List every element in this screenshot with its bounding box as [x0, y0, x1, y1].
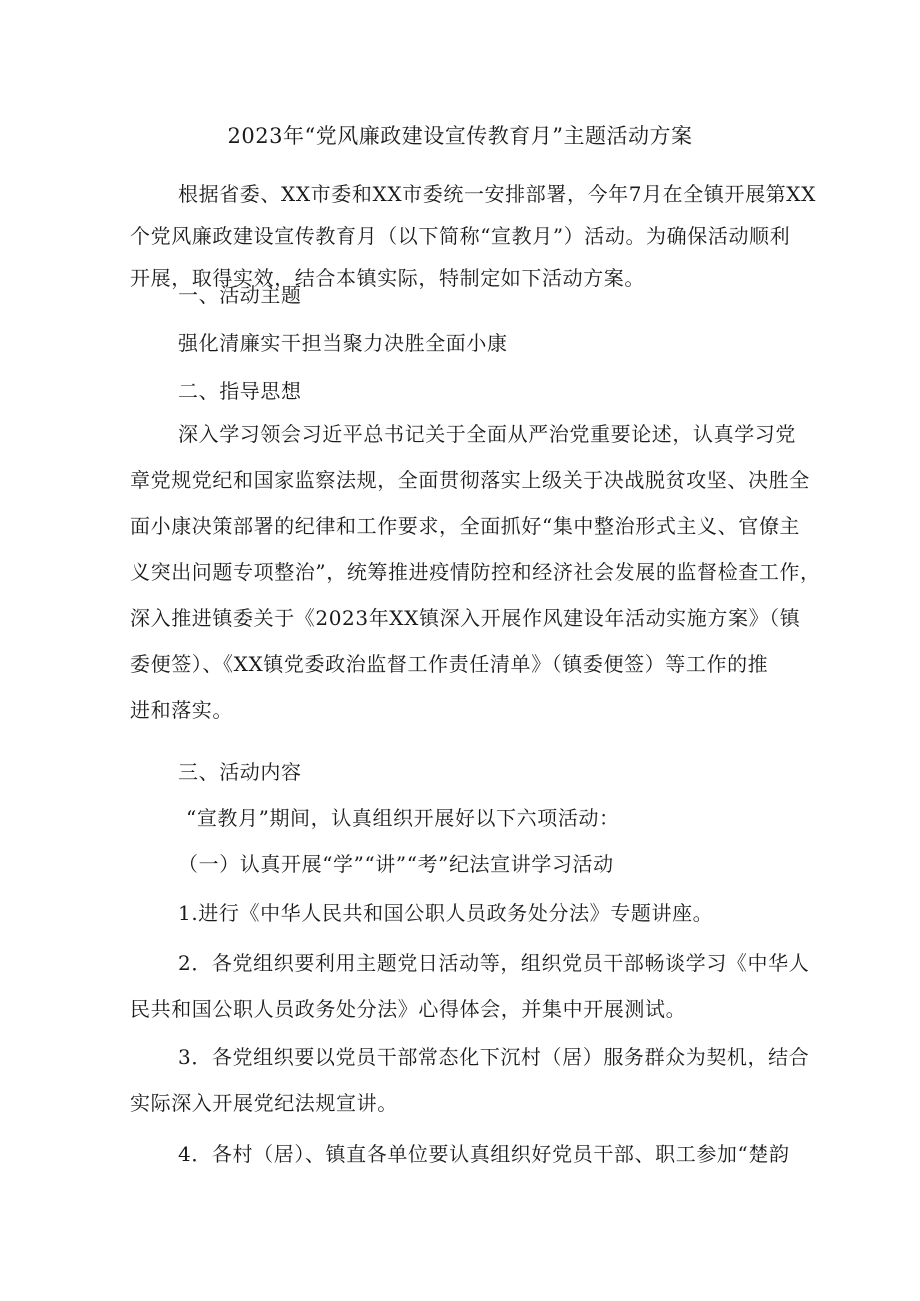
paragraph-line: 面小康决策部署的纪律和工作要求，全面抓好“集中整治形式主义、官僚主 — [130, 514, 801, 538]
paragraph-line: 委便签）、《XX镇党委政治监督工作责任清单》（镇委便签）等工作的推 — [130, 652, 769, 676]
list-item-3 — [130, 1034, 810, 1126]
sub-heading: （一）认真开展“学”“讲”“考”纪法宣讲学习活动 — [178, 852, 614, 876]
list-item-1 — [130, 892, 810, 934]
list-item-line: 2．各党组织要利用主题党日活动等，组织党员干部畅谈学习《中华人 — [178, 951, 810, 975]
sub-heading-1 — [130, 843, 810, 885]
guidance-paragraph — [130, 411, 821, 733]
document-title: 2023年“党风廉政建设宣传教育月”主题活动方案 — [227, 124, 693, 148]
paragraph-line: 根据省委、XX市委和XX市委统一安排部署，今年7月在全镇开展第XX — [178, 182, 816, 206]
paragraph-line: 章党规党纪和国家监察法规，全面贯彻落实上级关于决战脱贫攻坚、决胜全 — [130, 468, 810, 492]
paragraph-line: 义突出问题专项整治”，统筹推进疫情防控和经济社会发展的监督检查工作， — [130, 560, 821, 584]
list-item-line: 3．各党组织要以党员干部常态化下沉村（居）服务群众为契机，结合 — [178, 1045, 810, 1069]
list-item-2 — [130, 940, 810, 1032]
section-heading: 一、活动主题 — [178, 283, 302, 307]
section-heading: 三、活动内容 — [178, 760, 302, 784]
paragraph-line: “宣教月”期间，认真组织开展好以下六项活动： — [186, 806, 620, 830]
list-item-line: 民共和国公职人员政务处分法》心得体会，并集中开展测试。 — [130, 997, 687, 1021]
section-heading-theme — [130, 274, 810, 316]
paragraph-line: 开展，取得实效，结合本镇实际，特制定如下活动方案。 — [130, 266, 645, 290]
paragraph-line: 个党风廉政建设宣传教育月（以下简称“宣教月”）活动。为确保活动顺利 — [130, 224, 791, 248]
paragraph-line: 深入推进镇委关于《2023年XX镇深入开展作风建设年活动实施方案》（镇 — [130, 606, 801, 630]
paragraph-line: 深入学习领会习近平总书记关于全面从严治党重要论述，认真学习党 — [178, 422, 796, 446]
paragraph-line: 进和落实。 — [130, 698, 233, 722]
list-item-line: 4．各村（居）、镇直各单位要认真组织好党员干部、职工参加“楚韵 — [178, 1142, 790, 1166]
content-intro — [130, 797, 810, 839]
paragraph-line: 强化清廉实干担当聚力决胜全面小康 — [178, 331, 508, 355]
theme-paragraph — [130, 322, 810, 364]
list-item-4 — [130, 1131, 810, 1177]
section-heading-content — [130, 751, 810, 793]
list-item-line: 实际深入开展党纪法规宣讲。 — [130, 1091, 398, 1115]
section-heading-guidance — [130, 370, 810, 412]
section-heading: 二、指导思想 — [178, 379, 302, 403]
list-item-line: 1.进行《中华人民共和国公职人员政务处分法》专题讲座。 — [178, 901, 714, 925]
